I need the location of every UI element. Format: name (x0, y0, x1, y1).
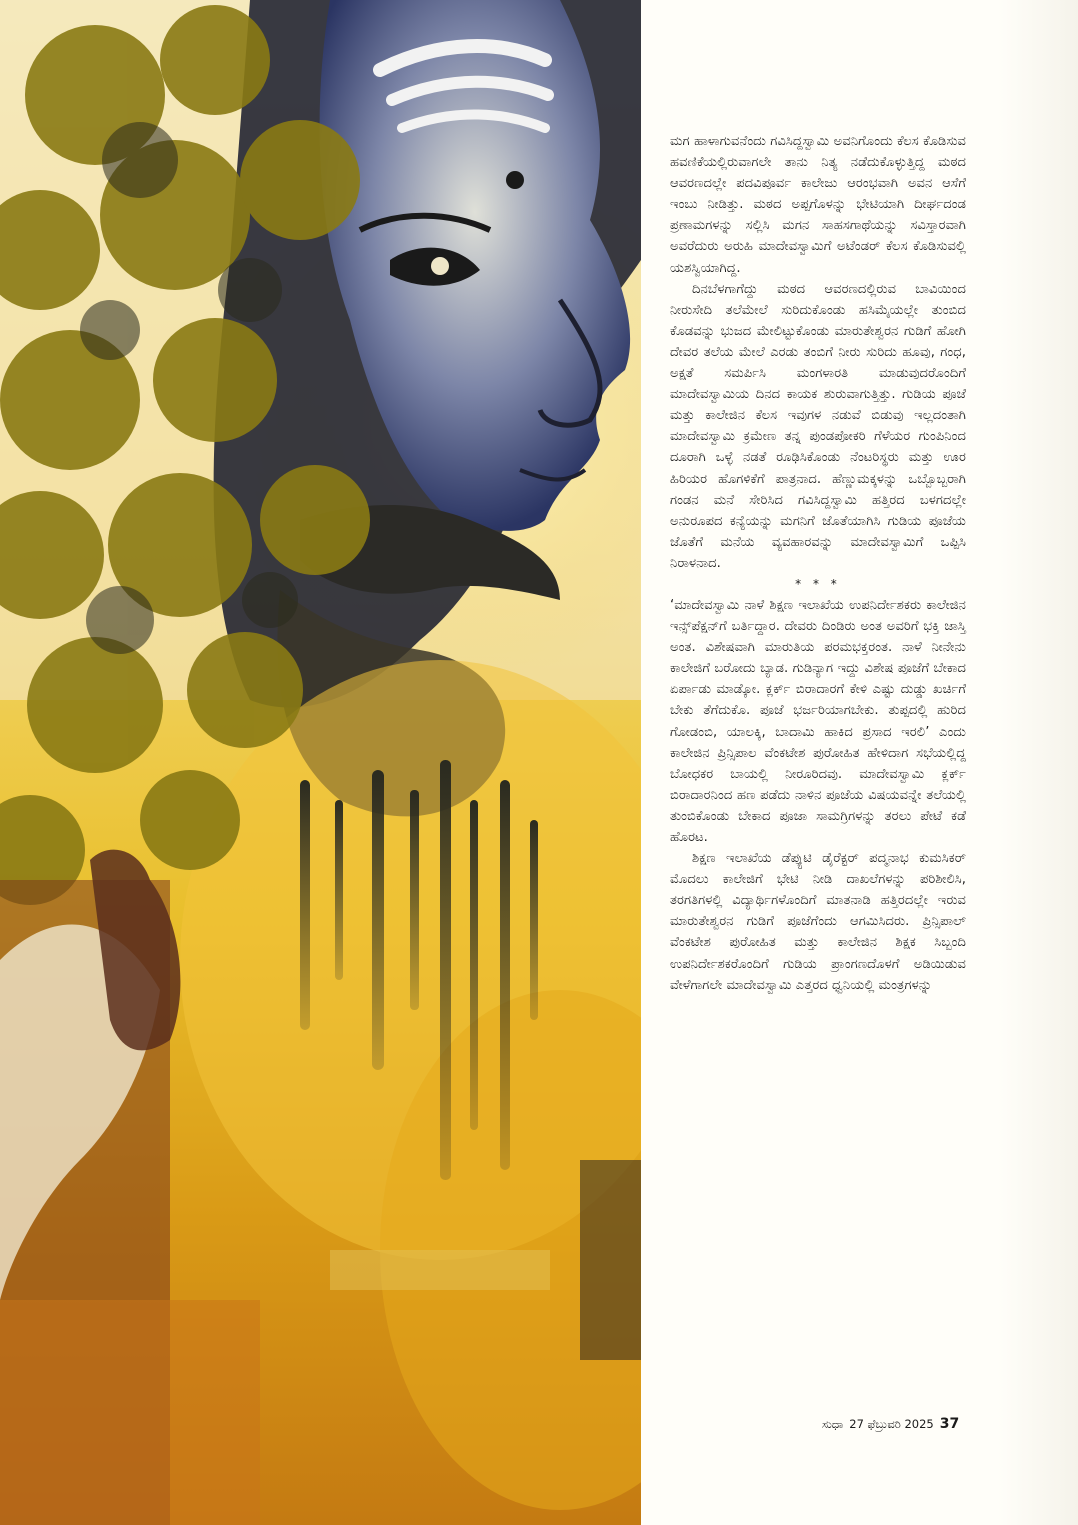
page-number: 37 (939, 1416, 960, 1432)
article-paragraph: ಮಗ ಹಾಳಾಗುವನೆಂದು ಗವಿಸಿದ್ದಸ್ವಾಮಿ ಅವನಿಗೊಂದು ಕೆಲಸ ಕೊಡಿಸುವ ಹವಣಿಕೆಯಲ್ಲಿರುವಾಗಲೇ ತಾನು ನಿತ್ಯ ನಡೆದುಕೊಳ್ಳುತ್ತಿದ್ದ ಮಠದ ಆವರಣದಲ್ಲೇ ಪದವಿಪೂರ್ವ ಕಾಲೇಜು ಆರಂಭವಾಗಿ ಅವನ ಆಸೆಗೆ ಇಂಬು ನೀಡಿತ್ತು. ಮಠದ ಅಪ್ಪಗೊಳನ್ನು ಭೇಟಿಯಾಗಿ ದೀರ್ಘದಂಡ ಪ್ರಣಾಮಗಳನ್ನು ಸಲ್ಲಿಸಿ ಮಗನ ಸಾಹಸಗಾಥೆಯನ್ನು ಸವಿಸ್ತಾರವಾಗಿ ಅವರೆದುರು ಅರುಹಿ ಮಾದೇವಸ್ವಾಮಿಗೆ ಅಟೆಂಡರ್ ಕೆಲಸ ಕೊಡಿಸುವಲ್ಲಿ ಯಶಸ್ವಿಯಾಗಿದ್ದ. (670, 134, 966, 276)
magazine-name: ಸುಧಾ (822, 1417, 844, 1431)
page-fold-shadow (998, 0, 1078, 1525)
issue-date: 27 ಫೆಬ್ರುವರಿ 2025 (849, 1417, 934, 1431)
article-text-column (670, 131, 966, 996)
article-paragraph: ‘ಮಾದೇವಸ್ವಾಮಿ ನಾಳೆ ಶಿಕ್ಷಣ ಇಲಾಖೆಯ ಉಪನಿರ್ದೇಶಕರು ಕಾಲೇಜಿನ ಇನ್ಸ್‌ಪೆಕ್ಷನ್‌ಗೆ ಬರ್ತಿದ್ದಾರ. ದೇವರು ದಿಂಡಿರು ಅಂತ ಅವರಿಗೆ ಭಕ್ತಿ ಜಾಸ್ತಿ ಅಂತ. ವಿಶೇಷವಾಗಿ ಮಾರುತಿಯ ಪರಮಭಕ್ತರಂತ. ನಾಳೆ ನೀನೇನು ಕಾಲೇಜಿಗೆ ಬರೋದು ಬ್ಯಾಡ. ಗುಡಿನ್ಯಾಗ ಇದ್ದು ವಿಶೇಷ ಪೂಜೆಗೆ ಬೇಕಾದ ಏರ್ಪಾಡು ಮಾಡ್ಕೋ. ಕ್ಲರ್ಕ್ ಬಿರಾದಾರಗೆ ಕೇಳಿ ಎಷ್ಟು ದುಡ್ಡು ಖರ್ಚಿಗೆ ಬೇಕು ತೆಗೆದುಕೊ. ಪೂಜೆ ಭರ್ಜರಿಯಾಗಬೇಕು. ತುಪ್ಪದಲ್ಲಿ ಹುರಿದ ಗೋಡಂಬಿ, ಯಾಲಕ್ಕಿ, ಬಾದಾಮಿ ಹಾಕಿದ ಪ್ರಸಾದ ಇರಲಿ’ ಎಂದು ಕಾಲೇಜಿನ ಪ್ರಿನ್ಸಿಪಾಲ ವೆಂಕಟೇಶ ಪುರೋಹಿತ ಹೇಳಿದಾಗ ಸಭೆಯಲ್ಲಿದ್ದ ಬೋಧಕರ ಬಾಯಲ್ಲಿ ನೀರೂರಿದವು. ಮಾದೇವಸ್ವಾಮಿ ಕ್ಲರ್ಕ್ ಬಿರಾದಾರನಿಂದ ಹಣ ಪಡೆದು ನಾಳಿನ ಪೂಜೆಯ ವಿಷಯವನ್ನೇ ತಲೆಯಲ್ಲಿ ತುಂಬಿಕೊಂಡು ಬೇಕಾದ ಪೂಜಾ ಸಾಮಗ್ರಿಗಳನ್ನು ತರಲು ಪೇಟೆ ಕಡೆ ಹೊರಟ. (670, 597, 966, 845)
page-footer (822, 1416, 972, 1440)
article-paragraph: ಶಿಕ್ಷಣ ಇಲಾಖೆಯ ಡೆಪ್ಯುಟಿ ಡೈರೆಕ್ಟರ್ ಪದ್ಮನಾಭ ಕುಮಸಿಕರ್ ಮೊದಲು ಕಾಲೇಜಿಗೆ ಭೇಟಿ ನೀಡಿ ದಾಖಲೆಗಳನ್ನು ಪರಿಶೀಲಿಸಿ, ತರಗತಿಗಳಲ್ಲಿ ವಿದ್ಯಾರ್ಥಿಗಳೊಂದಿಗೆ ಮಾತನಾಡಿ ಹತ್ತಿರದಲ್ಲೇ ಇರುವ ಮಾರುತೇಶ್ವರನ ಗುಡಿಗೆ ಪೂಜೆಗೆಂದು ಆಗಮಿಸಿದರು. ಪ್ರಿನ್ಸಿಪಾಲ್ ವೆಂಕಟೇಶ ಪುರೋಹಿತ ಮತ್ತು ಕಾಲೇಜಿನ ಶಿಕ್ಷಕ ಸಿಬ್ಬಂದಿ ಉಪನಿರ್ದೇಶಕರೊಂದಿಗೆ ಗುಡಿಯ ಪ್ರಾಂಗಣದೊಳಗೆ ಅಡಿಯಿಡುವ ವೇಳೆಗಾಗಲೇ ಮಾದೇವಸ್ವಾಮಿ ಎತ್ತರದ ಧ್ವನಿಯಲ್ಲಿ ಮಂತ್ರಗಳನ್ನು (670, 851, 966, 993)
section-separator: * * * (795, 576, 841, 591)
article-paragraph: ದಿನಬೆಳಗಾಗೆದ್ದು ಮಠದ ಆವರಣದಲ್ಲಿರುವ ಬಾವಿಯಿಂದ ನೀರುಸೇದಿ ತಲೆಮೇಲೆ ಸುರಿದುಕೊಂಡು ಹಸಿಮೈಯಲ್ಲೇ ತುಂಬಿದ ಕೊಡವನ್ನು ಭುಜದ ಮೇಲಿಟ್ಟುಕೊಂಡು ಮಾರುತೇಶ್ವರನ ಗುಡಿಗೆ ಹೋಗಿ ದೇವರ ತಲೆಯ ಮೇಲೆ ಎರಡು ತಂಬಿಗೆ ನೀರು ಸುರಿದು ಹೂವು, ಗಂಧ, ಅಕ್ಷತೆ ಸಮರ್ಪಿಸಿ ಮಂಗಳಾರತಿ ಮಾಡುವುದರೊಂದಿಗೆ ಮಾದೇವಸ್ವಾಮಿಯ ದಿನದ ಕಾಯಕ ಶುರುವಾಗುತ್ತಿತ್ತು. ಗುಡಿಯ ಪೂಜೆ ಮತ್ತು ಕಾಲೇಜಿನ ಕೆಲಸ ಇವುಗಳ ನಡುವೆ ಬಿಡುವು ಇಲ್ಲದಂತಾಗಿ ಮಾದೇವಸ್ವಾಮಿ ಕ್ರಮೇಣ ತನ್ನ ಪುಂಡಪೋಕರಿ ಗೆಳೆಯರ ಗುಂಪಿನಿಂದ ದೂರಾಗಿ ಒಳ್ಳೆ ನಡತೆ ರೂಢಿಸಿಕೊಂಡು ನೆಂಟರಿಸ್ಥರು ಮತ್ತು ಊರ ಹಿರಿಯರ ಹೊಗಳಿಕೆಗೆ ಪಾತ್ರನಾದ. ಹೆಣ್ಣುಮಕ್ಕಳನ್ನು ಒಬ್ಬೊಬ್ಬರಾಗಿ ಗಂಡನ ಮನೆ ಸೇರಿಸಿದ ಗವಿಸಿದ್ದಸ್ವಾಮಿ ಹತ್ತಿರದ ಬಳಗದಲ್ಲೇ ಅನುರೂಪದ ಕನ್ಯೆಯನ್ನು ಮಗನಿಗೆ ಜೊತೆಯಾಗಿಸಿ ಗುಡಿಯ ಪೂಜೆಯ ಜೊತೆಗೆ ಮನೆಯ ವ್ಯವಹಾರವನ್ನು ಮಾದೇವಸ್ವಾಮಿಗೆ ಒಪ್ಪಿಸಿ ನಿರಾಳನಾದ. (670, 281, 966, 571)
